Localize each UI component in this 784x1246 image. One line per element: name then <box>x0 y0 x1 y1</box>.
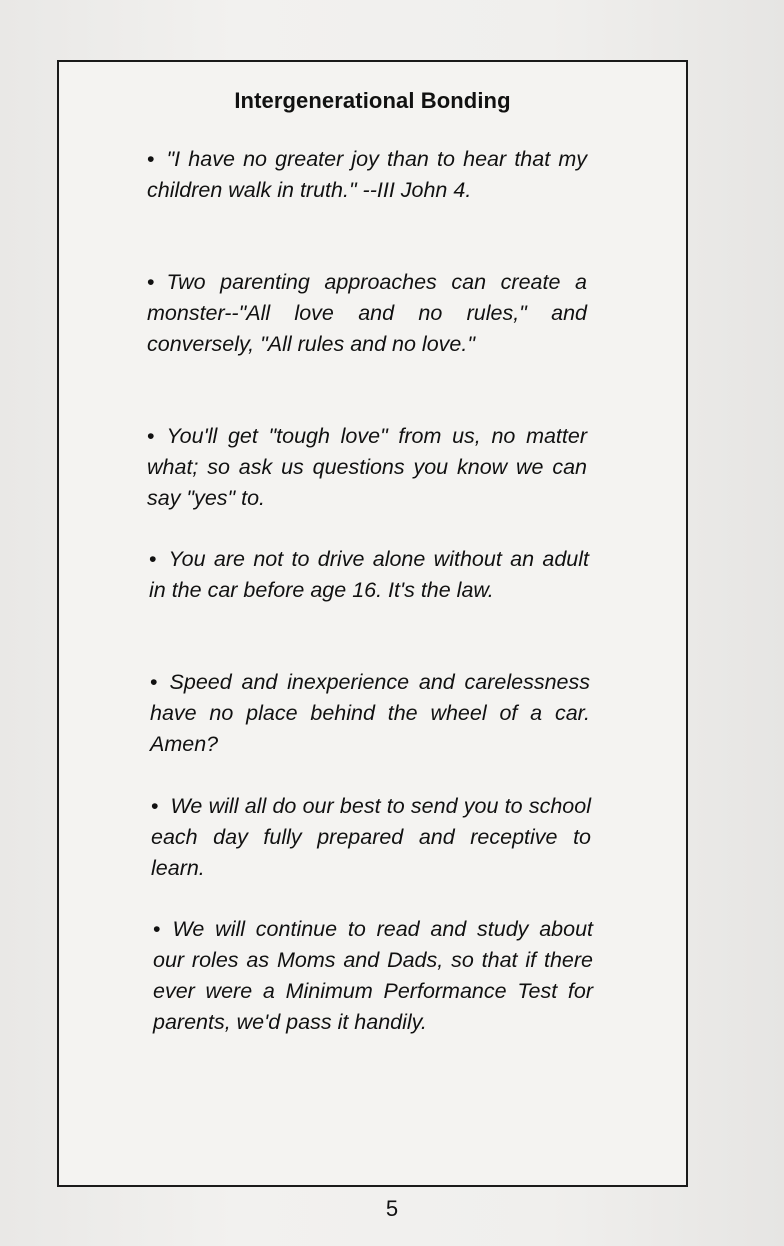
bullet-item <box>151 791 591 884</box>
bullet-dot: • <box>147 270 155 294</box>
bullet-dot: • <box>147 147 155 171</box>
bullet-dot: • <box>150 670 158 694</box>
bullet-text: You are not to drive alone without an adult in the car before age 16. It's the law. <box>149 547 589 602</box>
bullet-dot: • <box>153 917 161 941</box>
page-title: Intergenerational Bonding <box>234 88 511 113</box>
bullet-dot: • <box>147 424 155 448</box>
bullet-item <box>150 667 590 760</box>
bullet-dot: • <box>151 794 159 818</box>
bullet-text: We will continue to read and study about our roles as Moms and Dads, so that if there ever were a Minimum Performance Test for parents, we'd pass it handily. <box>153 917 593 1034</box>
bullet-text: You'll get "tough love" from us, no matter what; so ask us questions you know we can say "yes" to. <box>147 424 587 510</box>
bullet-item <box>147 421 587 514</box>
bullet-dot: • <box>149 547 157 571</box>
page-number: 5 <box>385 1196 399 1221</box>
bullet-text: Speed and inexperience and carelessness have no place behind the wheel of a car. Amen? <box>150 670 590 756</box>
text-frame <box>57 60 688 1187</box>
bullet-text: "I have no greater joy than to hear that my children walk in truth." --III John 4. <box>147 147 587 202</box>
bullet-item <box>153 914 593 1038</box>
bullet-text: We will all do our best to send you to school each day fully prepared and receptive to learn. <box>151 794 591 880</box>
bullet-item <box>149 544 589 606</box>
bullet-item <box>147 144 587 206</box>
bullet-item <box>147 267 587 360</box>
bullet-text: Two parenting approaches can create a monster--"All love and no rules," and conversely, "All rules and no love." <box>147 270 587 356</box>
